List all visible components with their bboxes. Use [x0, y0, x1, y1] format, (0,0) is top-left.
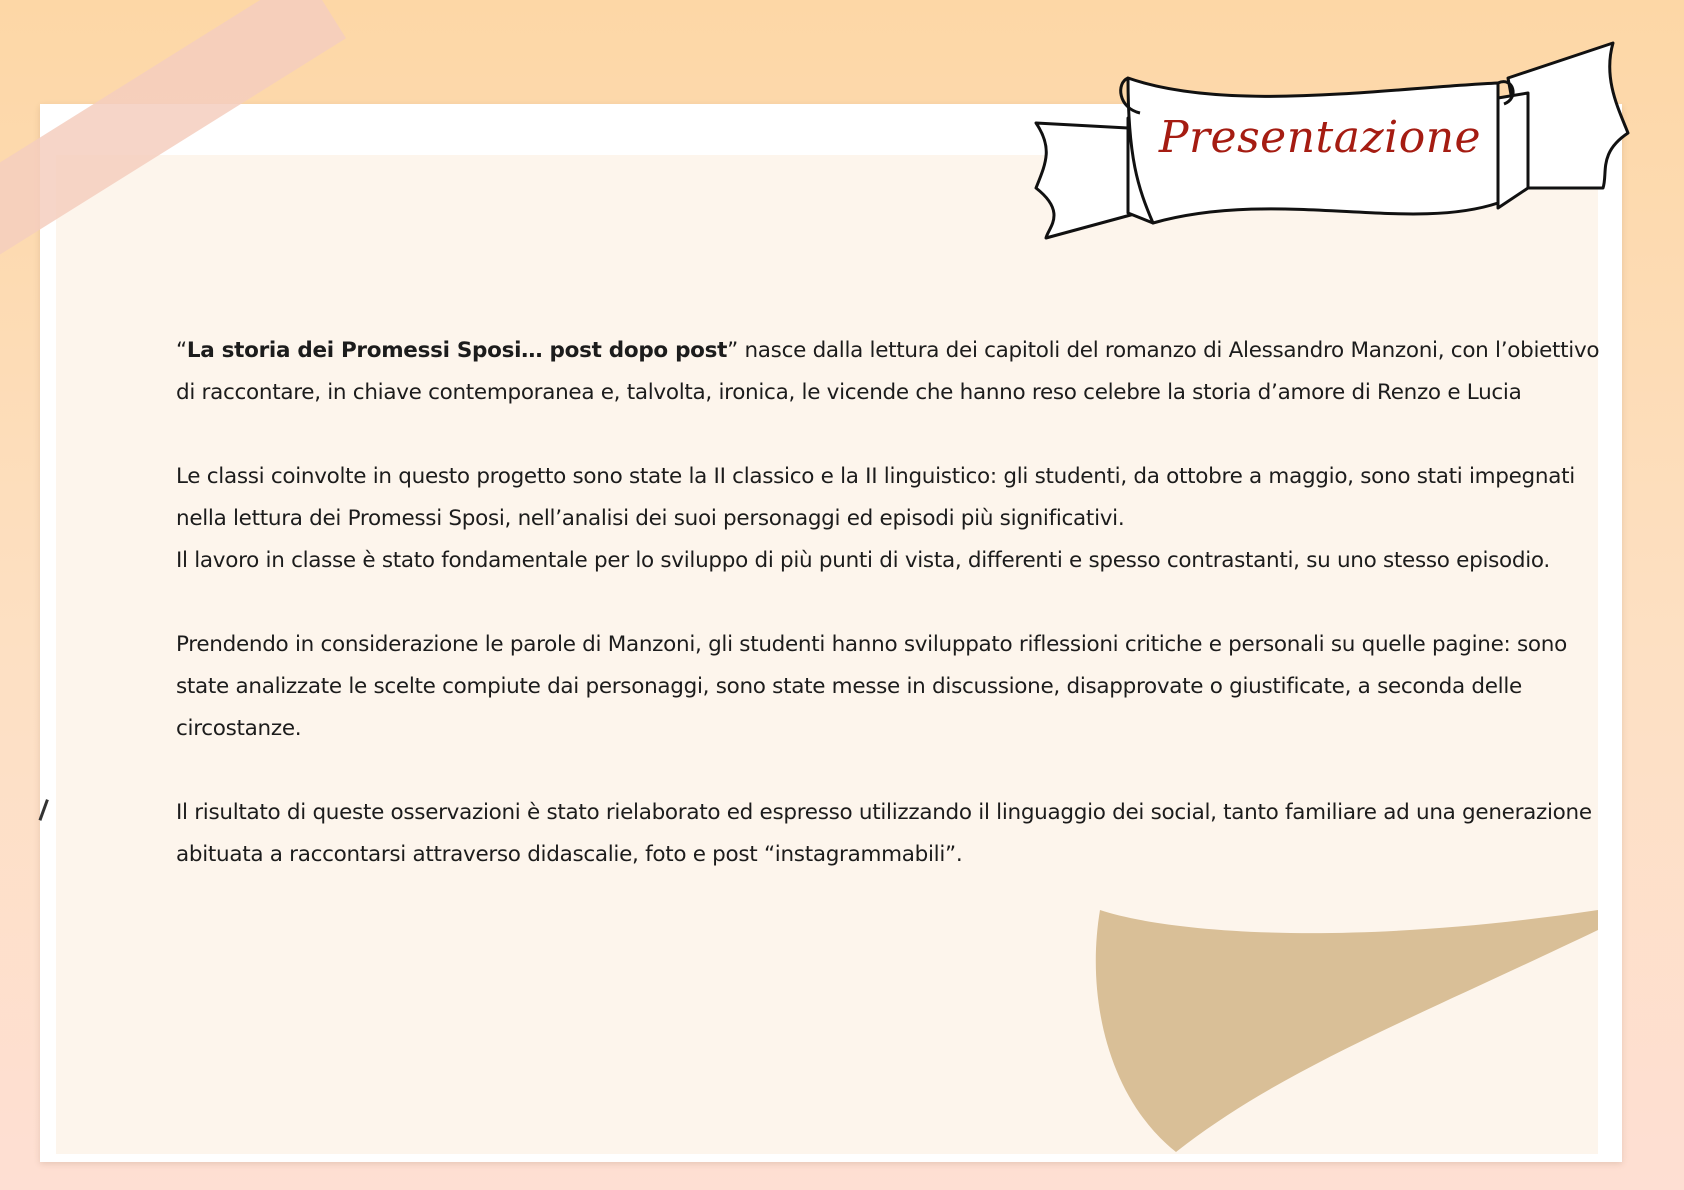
text-line: state analizzate le scelte compiute dai personaggi, sono state messe in discussione, disapprovate o giustificate, a seconda delle: [176, 674, 1522, 699]
presentation-text: [176, 330, 1600, 918]
paragraph-result: [176, 792, 1592, 876]
text-fragment: ” nasce dalla lettura dei capitoli del romanzo di Alessandro Manzoni, con l’obiettivo: [727, 338, 1600, 363]
text-line: Prendendo in considerazione le parole di Manzoni, gli studenti hanno sviluppato riflessioni critiche e personali su quelle pagine: sono: [176, 632, 1567, 657]
text-line: abituata a raccontarsi attraverso didascalie, foto e post “instagrammabili”.: [176, 842, 963, 867]
paragraph-reflections: [176, 624, 1567, 750]
text-line: circostanze.: [176, 716, 302, 741]
text-line: Le classi coinvolte in questo progetto sono state la II classico e la II linguistico: gli studenti, da ottobre a maggio, sono stati impegnati: [176, 464, 1575, 489]
project-title: La storia dei Promessi Sposi… post dopo post: [186, 338, 728, 363]
paragraph-classes: [176, 456, 1575, 582]
open-quote: “: [176, 338, 187, 363]
text-line: Il lavoro in classe è stato fondamentale per lo sviluppo di più punti di vista, differenti e spesso contrastanti, su uno stesso episodio.: [176, 548, 1550, 573]
text-line: [176, 330, 1600, 372]
paragraph-intro: [176, 330, 1600, 414]
text-line: nella lettura dei Promessi Sposi, nell’analisi dei suoi personaggi ed episodi più significativi.: [176, 506, 1125, 531]
section-title: Presentazione: [1158, 112, 1482, 163]
text-line: di raccontare, in chiave contemporanea e, talvolta, ironica, le vicende che hanno reso celebre la storia d’amore di Renzo e Lucia: [176, 380, 1522, 405]
page-curl-decoration: [1080, 900, 1600, 1160]
text-line: Il risultato di queste osservazioni è stato rielaborato ed espresso utilizzando il linguaggio dei social, tanto familiare ad una generazione: [176, 800, 1592, 825]
